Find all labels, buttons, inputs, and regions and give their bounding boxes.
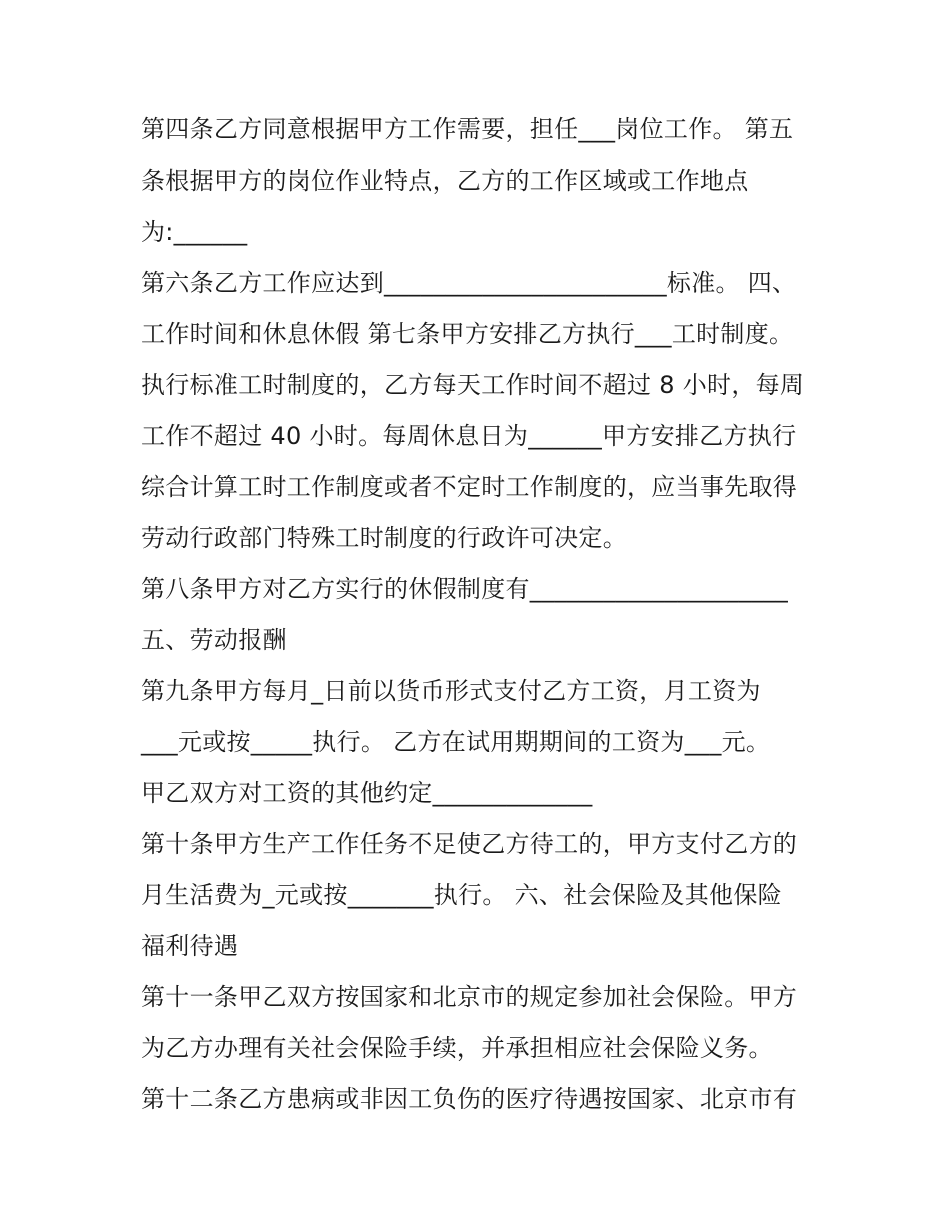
text-line: 工作时间和休息休假 第七条甲方安排乙方执行___工时制度。	[141, 320, 794, 348]
text-line: 第四条乙方同意根据甲方工作需要，担任___岗位工作。 第五	[141, 115, 794, 143]
text-line: 执行标准工时制度的，乙方每天工作时间不超过 8 小时，每周	[141, 371, 805, 399]
text-line: 第六条乙方工作应达到_______________________标准。 四、	[141, 269, 797, 297]
text-line: 第十一条甲乙双方按国家和北京市的规定参加社会保险。甲方	[141, 983, 798, 1011]
text-line: 为:______	[141, 218, 248, 246]
text-line: 为乙方办理有关社会保险手续，并承担相应社会保险义务。	[141, 1034, 773, 1062]
text-line: 福利待遇	[141, 932, 239, 960]
text-line: 第十二条乙方患病或非因工负伤的医疗待遇按国家、北京市有	[141, 1085, 798, 1113]
text-line: 第十条甲方生产工作任务不足使乙方待工的，甲方支付乙方的	[141, 830, 798, 858]
text-line: 工作不超过 40 小时。每周休息日为______甲方安排乙方执行	[141, 422, 797, 450]
text-line: 劳动行政部门特殊工时制度的行政许可决定。	[141, 524, 627, 552]
text-line: 第八条甲方对乙方实行的休假制度有_____________________	[141, 575, 789, 603]
text-line: 月生活费为_元或按_______执行。 六、社会保险及其他保险	[141, 881, 782, 909]
text-line: 第九条甲方每月_日前以货币形式支付乙方工资，月工资为	[141, 677, 761, 705]
section-heading: 五、劳动报酬	[141, 626, 287, 654]
text-line: 条根据甲方的岗位作业特点，乙方的工作区域或工作地点	[141, 167, 749, 195]
text-line: 综合计算工时工作制度或者不定时工作制度的，应当事先取得	[141, 473, 798, 501]
text-line: ___元或按_____执行。 乙方在试用期期间的工资为___元。	[141, 728, 771, 756]
text-line: 甲乙双方对工资的其他约定_____________	[141, 779, 593, 807]
